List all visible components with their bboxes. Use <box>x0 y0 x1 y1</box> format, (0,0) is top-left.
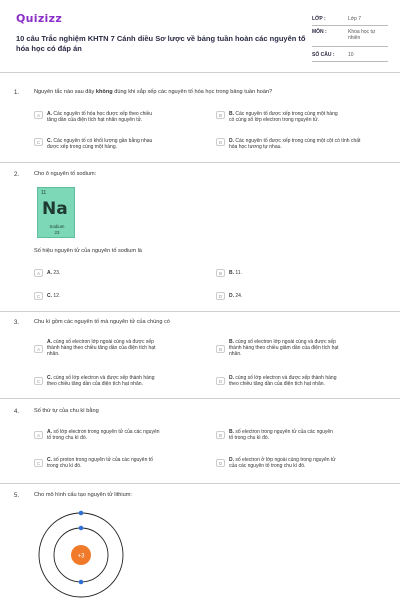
option-letter: A <box>34 431 43 439</box>
question-divider <box>0 483 400 484</box>
option-letter: A <box>34 269 43 277</box>
option-a[interactable]: A A. 23. <box>34 269 204 278</box>
question-number: 1. <box>14 90 20 96</box>
electron-inner-top <box>79 526 84 531</box>
worksheet-header <box>16 12 386 72</box>
question-text: Số thứ tự của chu kì bằng <box>34 408 99 414</box>
question-divider <box>0 162 400 163</box>
option-b[interactable]: B B. 11. <box>216 269 386 278</box>
atomic-mass: 23 <box>54 230 60 235</box>
option-b[interactable]: B B. Các nguyên tố được xếp trong cùng một hàng có cùng số lớp electron trong nguyên tử. <box>216 111 386 125</box>
question-text: Cho ô nguyên tố sodium: <box>34 171 97 177</box>
option-letter: C <box>34 138 43 146</box>
meta-count-label: SỐ CÂU : <box>312 52 335 58</box>
meta-subject-value: Khoa học tự nhiên <box>348 29 376 41</box>
option-d[interactable]: D D. số electron ở lớp ngoài cùng trong nguyên tử của các nguyên tố trong chu kì đó. <box>216 457 392 471</box>
meta-grade-value: Lớp 7 <box>348 16 362 22</box>
question-text: Chu kì gồm các nguyên tố mà nguyên tử của chúng có <box>34 319 170 325</box>
option-letter: D <box>216 377 225 385</box>
question-subtext: Số hiệu nguyên tử của nguyên tố sodium là <box>34 248 142 254</box>
question-divider <box>0 398 400 399</box>
option-d[interactable]: D D. cùng số lớp electron và được xếp thành hàng theo chiều tăng dần của điện tích hạt nhân. <box>216 375 392 389</box>
option-letter: A <box>34 345 43 353</box>
electron-inner-bottom <box>79 580 84 585</box>
question-divider <box>0 311 400 312</box>
option-letter: C <box>34 377 43 385</box>
option-letter: C <box>34 459 43 467</box>
option-a[interactable]: A A. cùng số electron lớp ngoài cùng và được xếp thành hàng theo chiều tăng dần của điện tích hạt nhân. <box>34 339 210 359</box>
option-letter: D <box>216 138 225 146</box>
option-a[interactable]: A A. Các nguyên tố hóa học được xếp theo chiều tăng dần của điện tích hạt nhân nguyên tử. <box>34 111 204 125</box>
option-b[interactable]: B B. cùng số electron lớp ngoài cùng và được xếp thành hàng theo chiều giảm dần của điện tích hạt nhân. <box>216 339 392 359</box>
question-number: 5. <box>14 493 20 499</box>
question-number: 2. <box>14 172 20 178</box>
option-c[interactable]: C C. 12. <box>34 292 204 301</box>
brand-logo: Quizizz <box>16 12 63 25</box>
option-c[interactable]: C C. số proton trong nguyên tử của các nguyên tố trong chu kì đó. <box>34 457 210 471</box>
option-a[interactable]: A A. số lớp electron trong nguyên tử của các nguyên tố trong chu kì đó. <box>34 429 210 443</box>
option-d[interactable]: D D. Các nguyên tố được xếp trong cùng một cột có tính chất hóa học tương tự nhau. <box>216 138 392 152</box>
worksheet-title: 10 câu Trắc nghiệm KHTN 7 Cánh diều Sơ lược về bảng tuần hoàn các nguyên tố hóa học có đáp án <box>16 34 306 53</box>
option-d[interactable]: D D. 24. <box>216 292 386 301</box>
option-letter: B <box>216 431 225 439</box>
option-letter: B <box>216 345 225 353</box>
element-name: Sodium <box>49 224 65 229</box>
option-letter: B <box>216 269 225 277</box>
meta-box <box>312 12 388 68</box>
meta-count-value: 10 <box>348 52 354 58</box>
meta-grade-row <box>312 16 388 26</box>
nucleus-charge: +3 <box>77 553 85 560</box>
electron-outer <box>79 511 84 516</box>
option-c[interactable]: C C. Các nguyên tố có khối lượng gần bằng nhau được xếp trong cùng một hàng. <box>34 138 204 152</box>
element-symbol: Na <box>42 199 68 219</box>
option-letter: D <box>216 459 225 467</box>
option-letter: B <box>216 111 225 119</box>
option-c[interactable]: C C. cùng số lớp electron và được xếp thành hàng theo chiều tăng dần của điện tích hạt nhân. <box>34 375 210 389</box>
question-number: 3. <box>14 320 20 326</box>
option-letter: D <box>216 292 225 300</box>
meta-grade-label: LỚP : <box>312 16 326 22</box>
option-letter: A <box>34 111 43 119</box>
question-number: 4. <box>14 409 20 415</box>
question-text: Cho mô hình cấu tạo nguyên tử lithium: <box>34 492 132 498</box>
atomic-number: 11 <box>41 190 47 196</box>
lithium-atom-model <box>36 507 126 600</box>
meta-subject-label: MÔN : <box>312 29 327 35</box>
meta-subject-row <box>312 29 388 47</box>
meta-count-row <box>312 52 388 62</box>
question-text: Nguyên tắc nào sau đây không đúng khi sắp xếp các nguyên tố hóa học trong bảng tuần hoàn? <box>34 89 273 95</box>
option-b[interactable]: B B. số electron trong nguyên tử của các nguyên tố trong chu kì đó. <box>216 429 392 443</box>
sodium-element-tile <box>37 187 75 238</box>
option-letter: C <box>34 292 43 300</box>
header-divider <box>0 72 400 73</box>
